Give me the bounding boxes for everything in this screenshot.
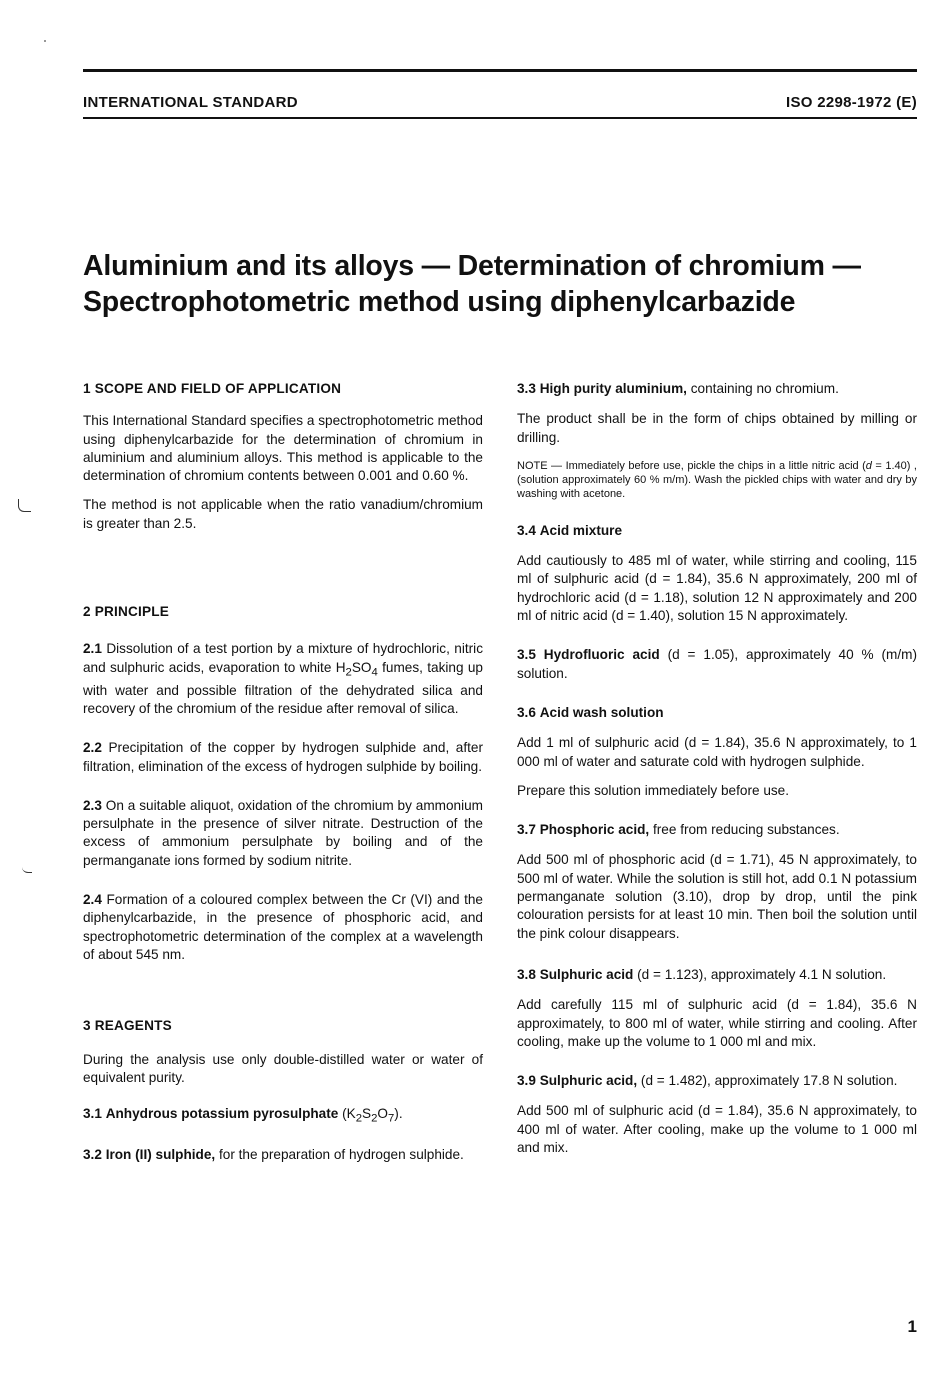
- clause-3-5: [517, 646, 917, 683]
- header-standard-label: INTERNATIONAL STANDARD: [83, 94, 298, 111]
- clause-3-2: [83, 1146, 483, 1164]
- clause-number: 3.8: [517, 966, 536, 982]
- clause-number: 3.5: [517, 647, 536, 663]
- section-3-paragraph: During the analysis use only double-distilled water or water of equivalent purity.: [83, 1051, 483, 1085]
- reagent-name: Sulphuric acid: [539, 966, 634, 982]
- clause-text: (d = 1.482), approximately 17.8 N solution.: [637, 1073, 898, 1089]
- reagent-name: Iron (II) sulphide,: [105, 1147, 216, 1163]
- subscript: 7: [387, 1112, 395, 1125]
- clause-text: free from reducing substances.: [649, 822, 840, 838]
- clause-2-4: [83, 891, 483, 964]
- section-2-heading: 2 PRINCIPLE: [83, 604, 170, 620]
- formula-part: S: [362, 1106, 372, 1122]
- title-line-2: Spectrophotometric method using diphenylcarbazide: [83, 286, 796, 318]
- clause-2-3: [83, 797, 483, 870]
- document-title: [83, 248, 923, 320]
- clause-text: SO: [351, 659, 372, 675]
- reagent-name: Anhydrous potassium pyrosulphate: [105, 1106, 339, 1122]
- clause-2-1: [83, 640, 483, 718]
- clause-number: 2.4: [83, 892, 102, 908]
- clause-number: 3.2: [83, 1147, 102, 1163]
- clause-paragraph: The product shall be in the form of chips obtained by milling or drilling.: [517, 411, 917, 445]
- title-line-1: Aluminium and its alloys — Determination of chromium —: [83, 250, 861, 282]
- clause-text: Precipitation of the copper by hydrogen sulphide and, after filtration, elimination of the excess of hydrogen sulphide by boiling.: [83, 740, 483, 774]
- clause-number: 2.2: [83, 740, 102, 756]
- clause-text: (d = 1.123), approximately 4.1 N solution.: [633, 966, 887, 982]
- clause-number: 2.1: [83, 641, 102, 657]
- reagent-name: Acid wash solution: [539, 704, 664, 720]
- section-1-heading: 1 SCOPE AND FIELD OF APPLICATION: [83, 381, 342, 396]
- clause-number: 3.7: [517, 822, 536, 838]
- section-1-paragraph: The method is not applicable when the ratio vanadium/chromium is greater than 2.5.: [83, 497, 483, 531]
- section-1-paragraph: This International Standard specifies a spectrophotometric method using diphenylcarbazide for the determination of chromium in aluminium and aluminium alloys. This method is applicable to the determination of chromium contents between 0.001 and 0.60 %.: [83, 413, 483, 484]
- clause-text: containing no chromium.: [686, 381, 839, 396]
- clause-paragraph: Add 1 ml of sulphuric acid (d = 1.84), 35.6 N approximately, to 1 000 ml of water and saturate cold with hydrogen sulphide.: [517, 735, 917, 769]
- reagent-name: Phosphoric acid,: [539, 822, 650, 838]
- clause-text: Formation of a coloured complex between the Cr (VI) and the diphenylcarbazide, in the presence of phosphoric acid, and spectrophotometric determination of the complex at a wavelength of about 545 nm.: [83, 892, 483, 962]
- clause-number: 2.3: [83, 797, 102, 813]
- top-rule: [83, 69, 917, 72]
- clause-number: 3.3: [517, 381, 536, 396]
- clause-3-6: [517, 704, 917, 722]
- clause-paragraph: Add 500 ml of phosphoric acid (d = 1.71), 45 N approximately, to 500 ml of water. While the solution is still hot, add 0.1 N potassium permanganate solution (3.10), drop by drop, until the pink colouration persists for at least 10 min. Then boil the solution until the pink colour disappears.: [517, 852, 917, 941]
- page-number: 1: [907, 1317, 917, 1336]
- header-rule: [83, 117, 917, 119]
- clause-2-2: [83, 739, 483, 776]
- reagent-name: High purity aluminium,: [539, 381, 687, 396]
- clause-number: 3.4: [517, 522, 536, 538]
- margin-mark: [22, 862, 32, 873]
- note: [517, 459, 917, 501]
- reagent-name: Acid mixture: [539, 522, 623, 538]
- subscript: 2: [371, 1112, 378, 1125]
- clause-paragraph: Add carefully 115 ml of sulphuric acid (d = 1.84), 35.6 N approximately, to 800 ml of water, while stirring and cooling. After cooling, make up the volume to 1 000 ml and mix.: [517, 997, 917, 1049]
- clause-paragraph: Add 500 ml of sulphuric acid (d = 1.84), 35.6 N approximately, to 400 ml of water. After cooling, make up the volume to 1 000 ml and mix.: [517, 1103, 917, 1156]
- note-symbol: d: [865, 459, 872, 472]
- formula-part: O: [377, 1106, 388, 1122]
- clause-3-1: [83, 1105, 483, 1128]
- margin-mark: [18, 499, 31, 512]
- formula-part: ).: [394, 1106, 403, 1122]
- clause-3-3: [517, 380, 917, 398]
- clause-number: 3.6: [517, 704, 536, 720]
- subscript: 2: [355, 1112, 363, 1125]
- reagent-name: Hydrofluoric acid: [543, 647, 660, 663]
- clause-number: 3.1: [83, 1106, 102, 1122]
- right-column: [517, 380, 917, 1157]
- clause-3-7: [517, 821, 917, 839]
- scan-speck: [44, 40, 46, 42]
- header-iso-number: ISO 2298-1972 (E): [785, 94, 917, 111]
- clause-3-4: [517, 522, 917, 540]
- subscript: 2: [345, 666, 352, 679]
- clause-paragraph: Add cautiously to 485 ml of water, while stirring and cooling, 115 ml of sulphuric acid (d = 1.84), 35.6 N approximately, 200 ml of hydrochloric acid (d = 1.18), solution 12 N approximately and 200 ml of nitric acid (d = 1.40), solution 15 N approximately.: [517, 553, 917, 624]
- subscript: 4: [371, 666, 378, 679]
- section-3-heading: 3 REAGENTS: [83, 1018, 172, 1034]
- clause-3-9: [517, 1072, 917, 1090]
- left-column: [83, 380, 483, 1164]
- clause-paragraph: Prepare this solution immediately before use.: [517, 782, 790, 798]
- clause-text: for the preparation of hydrogen sulphide.: [215, 1147, 464, 1163]
- note-text: = 1.40) , (solution approximately 60 % m/m). Wash the pickled chips with water and dry by washing with acetone.: [517, 459, 917, 500]
- clause-text: Dissolution of a test portion by a mixture of hydrochloric, nitric and sulphuric acids, evaporation to white H: [83, 641, 483, 675]
- clause-text: (d = 1.05), approximately 40 % (m/m) solution.: [517, 647, 917, 681]
- formula-part: (K: [338, 1106, 356, 1122]
- reagent-name: Sulphuric acid,: [539, 1073, 638, 1089]
- clause-text: fumes, taking up with water and possible filtration of the dehydrated silica and recovery of the chromium of the residue after removal of silica.: [83, 659, 483, 716]
- clause-text: On a suitable aliquot, oxidation of the chromium by ammonium persulphate in the presence of silver nitrate. Destruction of the excess of ammonium persulphate by boiling and of the permanganate ions formed by sodium nitrite.: [83, 797, 483, 868]
- note-text: NOTE — Immediately before use, pickle the chips in a little nitric acid (: [517, 459, 866, 472]
- clause-number: 3.9: [517, 1073, 536, 1089]
- clause-3-8: [517, 966, 917, 984]
